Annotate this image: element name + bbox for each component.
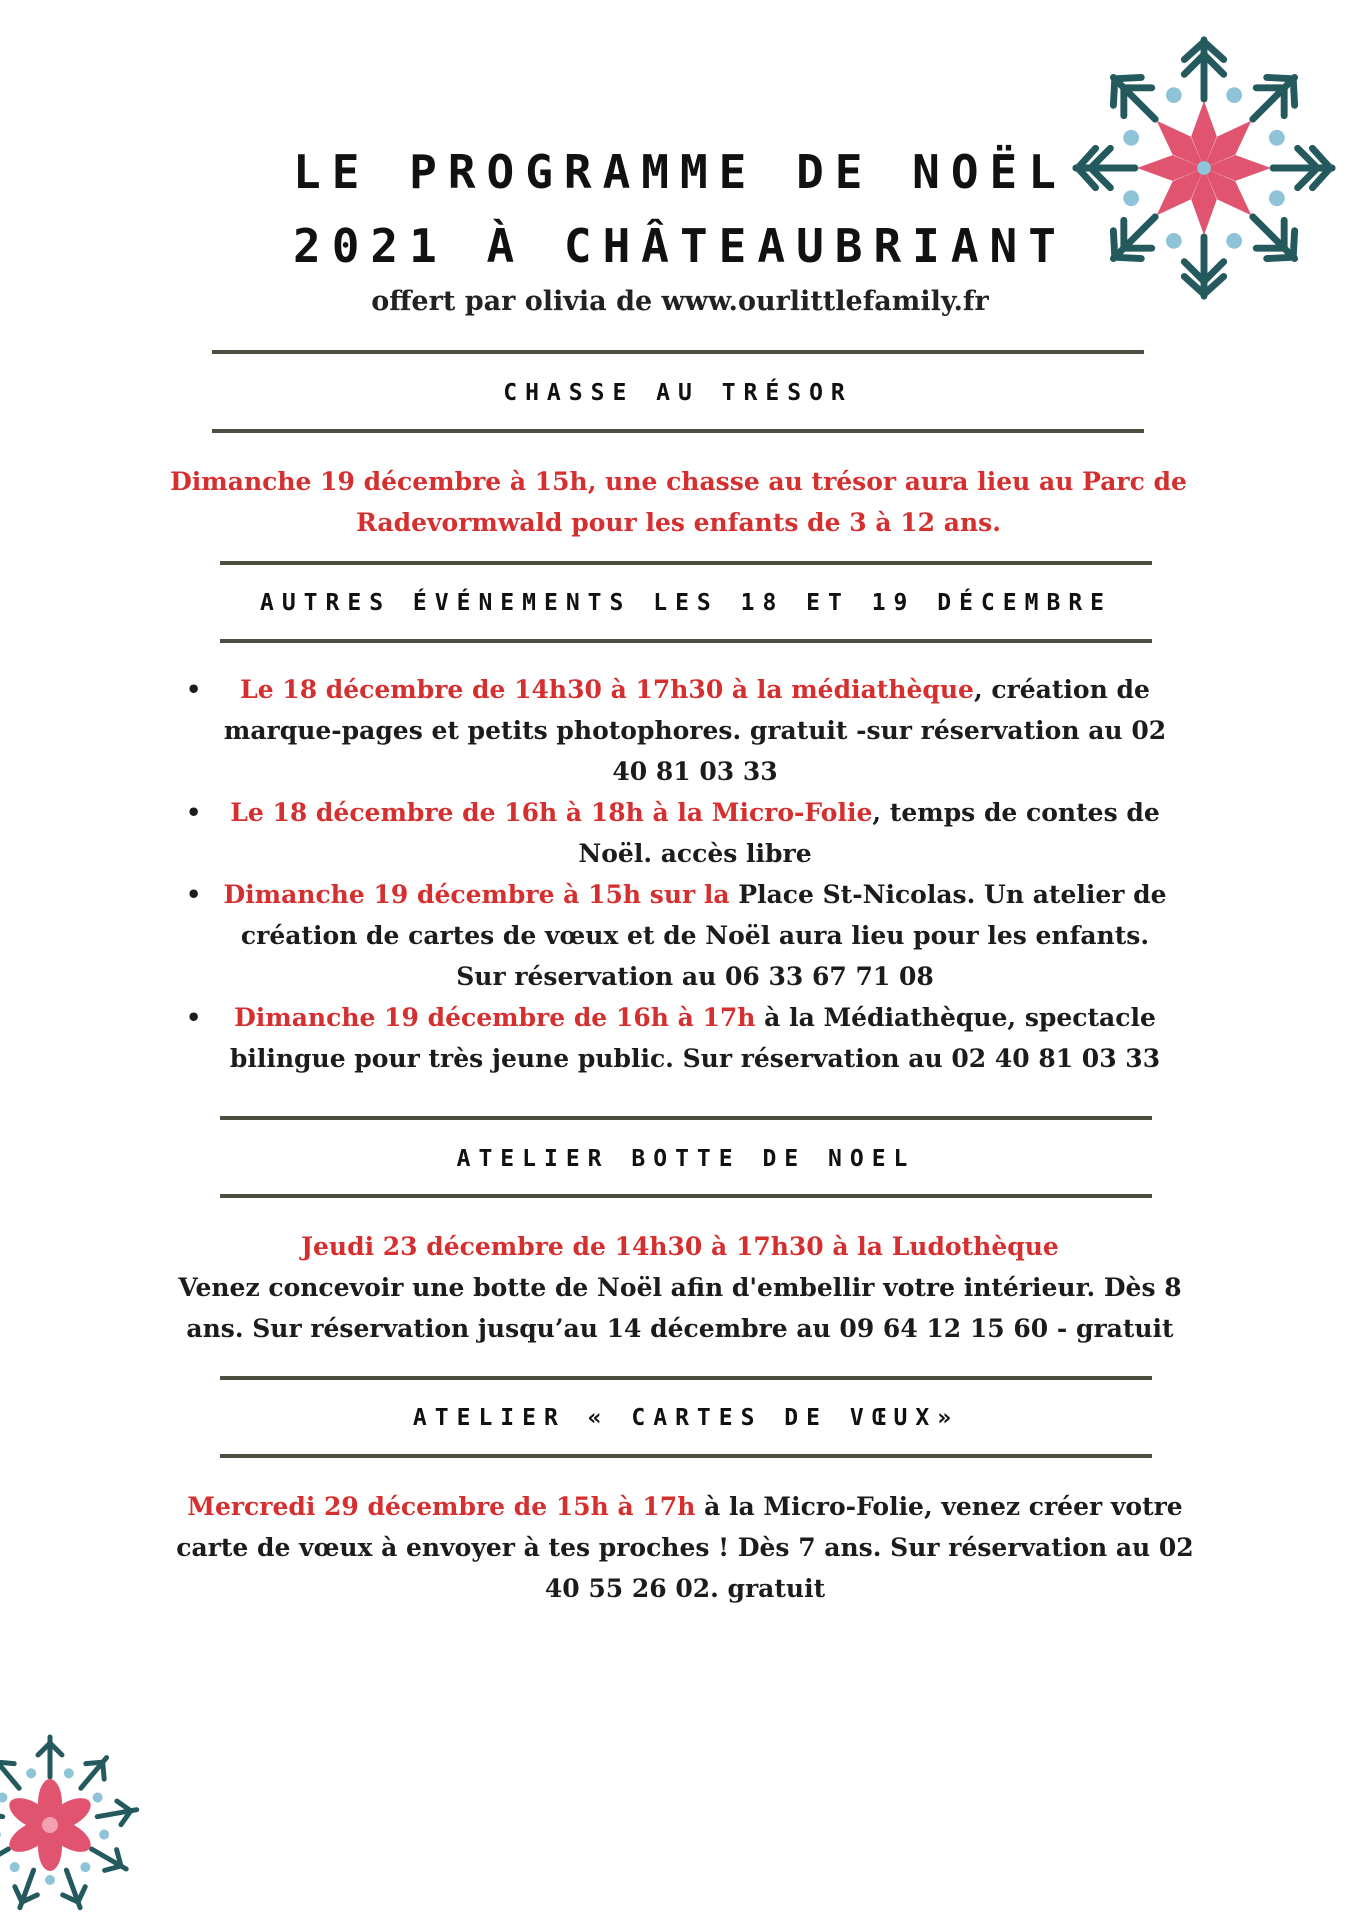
- section-heading-chasse: CHASSE AU TRÉSOR: [503, 380, 853, 406]
- divider: [212, 429, 1144, 433]
- section-heading-botte: ATELIER BOTTE DE NOEL: [456, 1146, 916, 1172]
- list-item: [180, 669, 1170, 792]
- bullet-icon: •: [186, 675, 202, 704]
- bullet-icon: •: [186, 1003, 202, 1032]
- cartes-date: Mercredi 29 décembre de 15h à 17h: [187, 1492, 696, 1521]
- divider: [220, 1376, 1152, 1380]
- list-item: [180, 792, 1170, 874]
- divider: [220, 561, 1152, 565]
- divider: [220, 1194, 1152, 1198]
- event-date: Dimanche 19 décembre de 16h à 17h: [234, 1003, 756, 1032]
- divider: [212, 350, 1144, 354]
- cartes-description: à la Micro-Folie, venez créer votre carte de vœux à envoyer à tes proches ! Dès 7 ans. Sur réservation au 02 40 55 26 02. gratuit: [176, 1492, 1194, 1603]
- event-date: Le 18 décembre de 14h30 à 17h30 à la médiathèque: [240, 675, 974, 704]
- events-list: [180, 669, 1170, 1079]
- bullet-icon: •: [186, 880, 202, 909]
- bullet-icon: •: [186, 798, 202, 827]
- title-line-2: 2021 À CHÂTEAUBRIANT: [293, 219, 1067, 273]
- event-date: Dimanche 19 décembre à 15h sur la: [223, 880, 739, 909]
- event-date: Le 18 décembre de 16h à 18h à la Micro-Folie: [230, 798, 873, 827]
- botte-date: Jeudi 23 décembre de 14h30 à 17h30 à la Ludothèque: [301, 1232, 1059, 1261]
- snowflake-icon: [0, 1720, 160, 1920]
- event-text: à la Médiathèque, spectacle bilingue pour très jeune public. Sur réservation au 02 40 81 03 33: [229, 1003, 1161, 1073]
- divider: [220, 639, 1152, 643]
- divider: [220, 1116, 1152, 1120]
- cartes-text: [170, 1486, 1200, 1609]
- event-text: , création de marque-pages et petits photophores. gratuit -sur réservation au 02 40 81 03 33: [223, 675, 1167, 786]
- section-heading-autres: AUTRES ÉVÉNEMENTS LES 18 ET 19 DÉCEMBRE: [259, 590, 1113, 616]
- botte-description: Venez concevoir une botte de Noël afin d'embellir votre intérieur. Dès 8 ans. Sur réservation jusqu’au 14 décembre au 09 64 12 15 60 - gratuit: [178, 1273, 1182, 1343]
- divider: [220, 1454, 1152, 1458]
- chasse-text: Dimanche 19 décembre à 15h, une chasse au trésor aura lieu au Parc de Radevormwald pour les enfants de 3 à 12 ans.: [170, 467, 1187, 537]
- event-text: Place St-Nicolas. Un atelier de création de cartes de vœux et de Noël aura lieu pour les enfants. Sur réservation au 06 33 67 71 08: [240, 880, 1167, 991]
- section-heading-cartes: ATELIER « CARTES DE VŒUX»: [412, 1405, 960, 1431]
- title-line-1: LE PROGRAMME DE NOËL: [293, 145, 1067, 199]
- list-item: [180, 997, 1170, 1079]
- list-item: [180, 874, 1170, 997]
- page-title: [200, 135, 1160, 283]
- subtitle: offert par olivia de www.ourlittlefamily.fr: [371, 286, 989, 317]
- botte-text: [170, 1226, 1190, 1349]
- event-text: , temps de contes de Noël. accès libre: [578, 798, 1160, 868]
